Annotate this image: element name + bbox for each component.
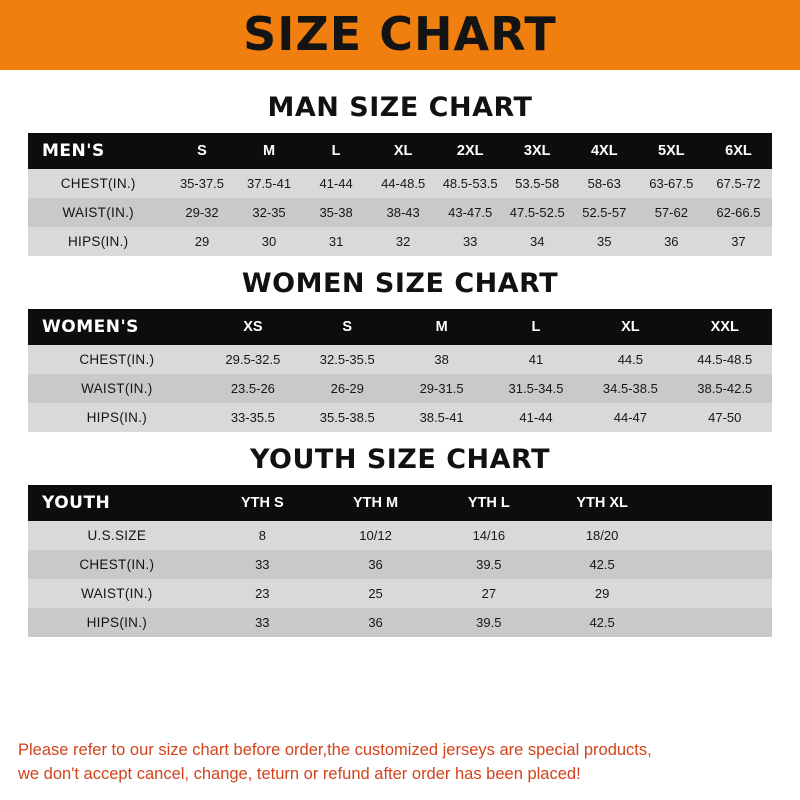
youth-ussize-m: 10/12 (319, 521, 432, 550)
women-col-l: L (489, 309, 583, 345)
men-waist-s: 29-32 (168, 198, 235, 227)
men-waist-3xl: 47.5-52.5 (504, 198, 571, 227)
youth-table-wrap (0, 485, 800, 637)
youth-ussize-l: 14/16 (432, 521, 545, 550)
men-hips-5xl: 36 (638, 227, 705, 256)
men-col-3xl: 3XL (504, 133, 571, 169)
women-waist-m: 29-31.5 (394, 374, 488, 403)
women-col-xl: XL (583, 309, 677, 345)
men-row-label-chest: CHEST(IN.) (28, 169, 168, 198)
men-hips-s: 29 (168, 227, 235, 256)
men-hips-m: 30 (236, 227, 303, 256)
youth-ussize-xl: 18/20 (545, 521, 658, 550)
men-waist-l: 35-38 (303, 198, 370, 227)
youth-hips-l: 39.5 (432, 608, 545, 637)
women-waist-xs: 23.5-26 (206, 374, 300, 403)
youth-waist-l: 27 (432, 579, 545, 608)
men-waist-2xl: 43-47.5 (437, 198, 504, 227)
men-col-5xl: 5XL (638, 133, 705, 169)
page-title: SIZE CHART (243, 6, 557, 61)
men-col-m: M (236, 133, 303, 169)
youth-row-header: YOUTH (28, 485, 206, 521)
table-row (28, 227, 772, 256)
men-col-xl: XL (370, 133, 437, 169)
women-waist-xl: 34.5-38.5 (583, 374, 677, 403)
men-col-s: S (168, 133, 235, 169)
youth-chest-l: 39.5 (432, 550, 545, 579)
women-size-table (28, 309, 772, 432)
youth-chest-xl: 42.5 (545, 550, 658, 579)
youth-row-label-ussize: U.S.SIZE (28, 521, 206, 550)
women-col-m: M (394, 309, 488, 345)
men-col-l: L (303, 133, 370, 169)
youth-row-label-hips: HIPS(IN.) (28, 608, 206, 637)
men-chest-m: 37.5-41 (236, 169, 303, 198)
men-chest-5xl: 63-67.5 (638, 169, 705, 198)
men-chest-4xl: 58-63 (571, 169, 638, 198)
table-row (28, 579, 772, 608)
women-hips-l: 41-44 (489, 403, 583, 432)
men-col-6xl: 6XL (705, 133, 772, 169)
men-col-2xl: 2XL (437, 133, 504, 169)
table-row (28, 374, 772, 403)
men-row-header: MEN'S (28, 133, 168, 169)
women-section-title: WOMEN SIZE CHART (241, 268, 559, 299)
youth-waist-blank (659, 579, 772, 608)
table-row (28, 608, 772, 637)
men-chest-6xl: 67.5-72 (705, 169, 772, 198)
women-hips-m: 38.5-41 (394, 403, 488, 432)
men-size-table (28, 133, 772, 256)
men-waist-6xl: 62-66.5 (705, 198, 772, 227)
women-row-label-waist: WAIST(IN.) (28, 374, 206, 403)
men-chest-xl: 44-48.5 (370, 169, 437, 198)
women-col-xxl: XXL (678, 309, 772, 345)
women-col-xs: XS (206, 309, 300, 345)
men-hips-l: 31 (303, 227, 370, 256)
men-chest-l: 41-44 (303, 169, 370, 198)
men-section-title: MAN SIZE CHART (267, 92, 533, 123)
youth-col-l: YTH L (432, 485, 545, 521)
table-row (28, 198, 772, 227)
youth-waist-xl: 29 (545, 579, 658, 608)
youth-row-label-chest: CHEST(IN.) (28, 550, 206, 579)
men-hips-2xl: 33 (437, 227, 504, 256)
women-waist-xxl: 38.5-42.5 (678, 374, 772, 403)
women-table-wrap (0, 309, 800, 432)
youth-chest-blank (659, 550, 772, 579)
women-chest-xs: 29.5-32.5 (206, 345, 300, 374)
youth-col-xl: YTH XL (545, 485, 658, 521)
women-hips-xs: 33-35.5 (206, 403, 300, 432)
men-hips-4xl: 35 (571, 227, 638, 256)
women-hips-s: 35.5-38.5 (300, 403, 394, 432)
youth-chest-m: 36 (319, 550, 432, 579)
women-waist-s: 26-29 (300, 374, 394, 403)
order-policy-note (0, 729, 800, 800)
women-chest-xl: 44.5 (583, 345, 677, 374)
youth-waist-m: 25 (319, 579, 432, 608)
youth-col-s: YTH S (206, 485, 319, 521)
women-hips-xxl: 47-50 (678, 403, 772, 432)
table-row (28, 345, 772, 374)
youth-col-m: YTH M (319, 485, 432, 521)
women-hips-xl: 44-47 (583, 403, 677, 432)
table-row (28, 550, 772, 579)
order-policy-note-line2: we don't accept cancel, change, teturn or refund after order has been placed! (18, 764, 581, 783)
women-row-label-chest: CHEST(IN.) (28, 345, 206, 374)
youth-size-table (28, 485, 772, 637)
youth-ussize-blank (659, 521, 772, 550)
women-row-label-hips: HIPS(IN.) (28, 403, 206, 432)
youth-hips-blank (659, 608, 772, 637)
header-spacer (0, 70, 800, 80)
men-col-4xl: 4XL (571, 133, 638, 169)
youth-hips-m: 36 (319, 608, 432, 637)
women-chest-s: 32.5-35.5 (300, 345, 394, 374)
men-chest-2xl: 48.5-53.5 (437, 169, 504, 198)
table-header-row (28, 133, 772, 169)
men-row-label-hips: HIPS(IN.) (28, 227, 168, 256)
men-row-label-waist: WAIST(IN.) (28, 198, 168, 227)
men-hips-3xl: 34 (504, 227, 571, 256)
order-policy-note-line1: Please refer to our size chart before order,the customized jerseys are special products, (18, 741, 652, 760)
women-row-header: WOMEN'S (28, 309, 206, 345)
men-hips-6xl: 37 (705, 227, 772, 256)
table-row (28, 169, 772, 198)
youth-hips-xl: 42.5 (545, 608, 658, 637)
youth-ussize-s: 8 (206, 521, 319, 550)
women-chest-m: 38 (394, 345, 488, 374)
table-row (28, 403, 772, 432)
men-table-wrap (0, 133, 800, 256)
youth-col-blank (659, 485, 772, 521)
women-waist-l: 31.5-34.5 (489, 374, 583, 403)
men-waist-xl: 38-43 (370, 198, 437, 227)
youth-hips-s: 33 (206, 608, 319, 637)
men-waist-m: 32-35 (236, 198, 303, 227)
youth-chest-s: 33 (206, 550, 319, 579)
table-header-row (28, 485, 772, 521)
men-waist-4xl: 52.5-57 (571, 198, 638, 227)
youth-row-label-waist: WAIST(IN.) (28, 579, 206, 608)
women-col-s: S (300, 309, 394, 345)
table-header-row (28, 309, 772, 345)
youth-section-title: YOUTH SIZE CHART (249, 444, 551, 475)
men-chest-3xl: 53.5-58 (504, 169, 571, 198)
men-waist-5xl: 57-62 (638, 198, 705, 227)
table-row (28, 521, 772, 550)
youth-waist-s: 23 (206, 579, 319, 608)
header-band (0, 0, 800, 70)
men-chest-s: 35-37.5 (168, 169, 235, 198)
women-chest-xxl: 44.5-48.5 (678, 345, 772, 374)
women-chest-l: 41 (489, 345, 583, 374)
men-hips-xl: 32 (370, 227, 437, 256)
